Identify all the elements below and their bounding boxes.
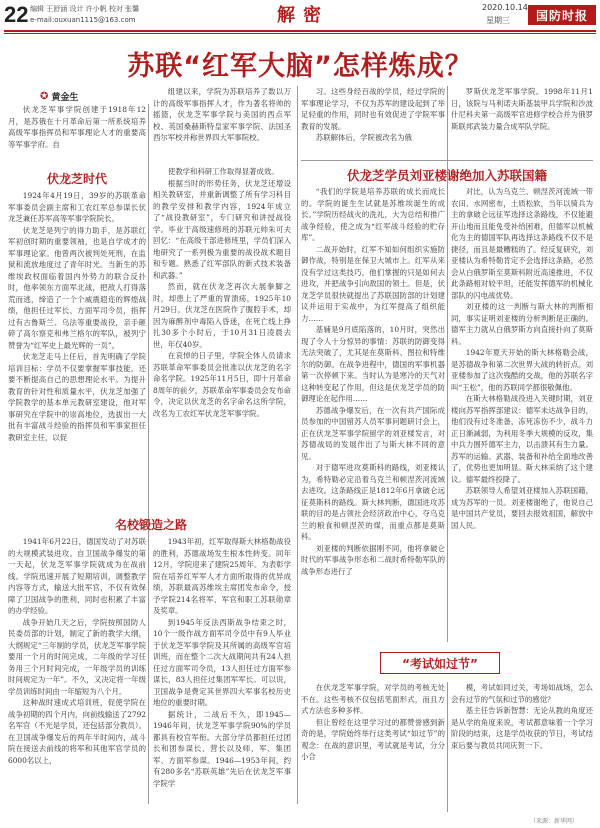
source-note: （来源：新华网） [530,818,579,825]
header-rule-thin [4,33,596,34]
editor-credits: 编辑 王舒涵 设计 许小帆 校对 张馨 [30,5,140,13]
subhead-liu-yalou: 伏龙芝学员刘亚楼谢绝加入苏联国籍 [346,168,547,183]
author-name: 黄金生 [51,93,79,103]
article-column-3a [301,86,445,162]
article-column-4a [451,86,593,162]
page-number: 22 [4,2,29,27]
star-icon: ✪ [40,91,49,102]
paragraph: 基主任告诉新智慧：无论从教的角度还是从学的角度来说，考试都意味着一个学习阶段的结束，这是学员收获的节日，考试结束后要与教员共同庆贺一下。 [451,706,593,750]
article-column-1a [8,104,146,162]
paragraph: 伏龙芝走马上任后，首先明确了学院培训目标：学员不仅要掌握军事技能，还要不断提高自己的思想理论水平。为提升教育的针对性和质量水平，伏龙芝加强了学院教学的基本单元教研室建设，他对军事研究在学院中的崇高地位，选拔出一大批有丰富战斗经验的指挥员和军事家担任教研室主任，以促 [8,352,146,442]
main-headline: 苏联“红军大脑”怎样炼成？ [127,51,473,82]
paragraph: 在斯大林格勒战役进入关键时期，刘亚楼向苏军指挥部建议：德军未达战争目的，他们没有过冬准备，冻死冻伤不少，战斗力正日渐减弱，为利用冬季大规模的反攻，集中兵力围歼德军主力，以击溃其有生力量。苏军的运输、武器、装备和补给全面地改善了，优势也更加明显。斯大林采纳了这个建议。德军最终投降了。 [451,394,593,484]
paragraph: 1924年4月19日，39岁的苏联革命军事委员会副主席和工农红军总参谋长伏龙芝兼任苏军高等军事学院院长。 [8,191,146,223]
paragraph: “我们的学院是培养苏联的成长而成长的。学院的诞生生试就是苏维埃诞生的成长。”学院历经战火的洗礼，大为总结和推广战争经验，使之成为“红军战斗经验的贮存库”。 [301,187,445,242]
paragraph: 到1945年反法西斯战争结束之时，10个一级作战方面军司令员中有9人毕业于伏龙芝军事学院及其所属的高级军官培训班，而在整个二次大战期间共有24人担任过方面军司令员，13人担任过方面军参谋长，83人担任过集团军军长。可以说，卫国战争是费定其世界四大军事名校历史地位的重要时期。 [153,617,291,707]
article-column-2a [153,86,291,162]
subhead-famous-school: 名校锻造之路 [114,518,187,532]
column-divider [447,186,448,642]
paragraph: 模，考试如同过关，考场如战场，怎么会有过节的气氛和过节的感觉？ [451,683,593,704]
paragraph: 习。这些身经百战的学员，经过学院的军事理论学习，不仅为苏军的建设起到了举足轻重的作用，同时也有效促进了学院军事教育的发展。 [301,87,445,131]
column-divider [148,104,149,804]
paragraph: 刘亚楼的判断依据刚不同，他将拿破仑时代的军事战争形态和二战时希特勒军队的战争形态进行了 [301,543,445,576]
article-column-2c [153,536,291,808]
paragraph: 组建以来，学院为苏联培养了数以万计的高级军事指挥人才，作为著名将帅的摇篮，伏龙芝军事学院与美国的西点军校、英国桑赫斯特皇家军事学院、法国圣西尔军校并称世界四大军事院校。 [153,87,291,142]
paragraph: 根据当时的形势任务，伏龙芝还增设相关教研室，并重新调整了所有学习科目的教学安排和教学内容，1924年成立了“战役教研室”，专门研究和讲授战役学。毕业于高级速修班的苏联元帅朱可夫回忆：“在高级干部进修班里，学员们深入地研究了一系列极为重要的战役战术题目和专题。熟悉了红军部队的新式技术装备和武器。” [153,178,291,280]
section-rule [301,160,593,161]
paragraph: 苏联领导人希望刘亚楼加入苏联国籍，成为苏军的一员。刘亚楼谢绝了，他说自己是中国共产党员，要回去报效祖国，解放中国人民。 [451,486,593,530]
editor-email: e-mail:ouxuan1115@163.com [30,16,136,24]
paragraph: 然而，就在伏龙芝再次大展拳脚之时，却患上了严重的胃溃疡，1925年10月29日，伏龙芝在医院作了腹腔手术，却因为麻醉剂中毒陷入昏迷，在死亡线上挣扎30多个小时后，于10月31日凌晨去世，年仅40岁。 [153,282,291,349]
paragraph: 1942年夏天开始的斯大林格勒会战，是苏德战争和第二次世界大战的转折点。刘亚楼参加了这次残酷的交战，他的苏联名字叫“王松”，他的苏联同学都很敬佩他。 [451,348,593,392]
paragraph: 苏联解体后，学院被改名为俄 [315,133,412,142]
paragraph: 对比，认为乌克兰、顿涅茨河流域一带农田、水网密布，土质松软，当年以骑兵为主的拿破仑远征军选择这条路线，不仅能避开山地而且能免受补给困难，但德军以机械化为主的德国军队再选择这条路线不仅不是捷径，而且是最糟糕的了。经反复研究，刘亚楼认为希特勒肯定不会选择这条路，必然会从白俄罗斯至莫斯科附近高速推进，不仅此条路相对较平坦，还能发挥德军的机械化部队的闪电战优势。 [451,187,593,300]
article-column-3b [301,186,445,642]
article-column-1c [8,536,146,808]
issue-weekday: 星期三 [486,16,510,25]
paragraph: 二战开始时，红军不知如何组织实施防御作战，特别是在保卫大城市上。红军从来没有学过这类技巧，他们掌握的只是如何去进攻，并把战争引向敌国的领土。但是，伏龙芝学员很快就提出了苏联国防部的计划建议并运用于实战中，为红军提高了组织能力…… [301,244,445,323]
paragraph: 对于德军进攻莫斯科的路线，刘亚楼认为，希特勒必定沿着乌克兰和顿涅茨河流域去进攻。这条路线正是1812年6月拿破仑远征莫斯科的路线。斯大林判断，德国进攻苏联的目的是占领社会经济政治中心，夺乌克兰的粮食和顿涅茨的煤，而重点都是莫斯科。 [301,463,445,541]
paragraph: 基辅是9月底陷落的，10月时，突然出现了令人十分惊异的事情：苏联的防御变得无法突破了，尤其是在莫斯科、图拉和特维尔的防御。在战争进程中，德国的军事机器第一次停顿下来。当时认为是寒冷的天气对这种转变起了作用，但这是伏龙芝学员的防御理论在起作用…… [301,325,445,403]
paragraph: 伏龙芝是列宁的得力助手，是苏联红军初创时期的重要领袖，也是自学成才的军事理论家。他曾两次被判处死刑，在监狱和流放地度过了青年时光。当新生的苏维埃政权面临着国内外势力的联合反扑时，他率领东方面军北战，把敌人打得落荒而逃，缔造了一个个威震遐迩的辉煌战绩，他担任过军长、方面军司令员，指挥过有古鲁斯兰、乌法等重要战役，亲手砸碎了高尔察克和弗兰格尔的军队，被列宁赞誉为“红军史上最光辉的一页”。 [8,225,146,350]
newspaper-logo: 国防时报 [528,5,596,25]
page-header [0,0,600,30]
paragraph: 伏龙芝军事学院创建于1918年12月，是苏俄在十月革命后第一所系统培养高级军事指挥员和军事理论人才的重要高等军事学府。自 [8,105,146,149]
subhead-exam: “考试如过节” [380,652,500,674]
article-column-1b [8,190,146,510]
column-divider [297,86,298,804]
paragraph: 苏德战争爆发后，在一次有共产国际成员参加的中国留苏人员军事问题研讨会上，正在伏龙芝军事学院留学的刘亚楼发言，对苏德战局的发展作出了与斯大林不同的意见。 [301,405,445,461]
paragraph: 在哀悼的日子里，学院全体人员请求苏联革命军事委员会批准以伏龙芝的名字命名学院。1925年11月5日，即十月革命8周年的前夕，苏联革命军事委员会发布命令，决定以伏龙芝的名字命名这所学院，改名为工农红军伏龙芝军事学院。 [153,351,291,418]
paragraph: 战争开始几天之后，学院按照国防人民委员部的计划，制定了新的教学大纲，大纲规定“三年制的学员，伏龙芝军事学院要用一个月的时间完成，二年级的学习任务用三个月时间完成，一年级学员的训练时间规定为一年”。不久，又决定将一年级学员训练时间由一年缩短为八个月。 [8,617,146,696]
subhead-frunze-era: 伏龙芝时代 [46,172,107,186]
paragraph: 这种战时速成式培训班，促使学院在战争初期的四个月内，向前线输送了2792名军官（不光是学员，还包括部分教员）。在卫国战争爆发后的两年半时间内，战斗院在接送去前线的将军和其他军官学员的6000名以上， [8,698,146,765]
article-column-4b [451,186,593,642]
header-rule [4,30,596,32]
paragraph: 使教学和科研工作取得显著成效。 [167,167,279,176]
paragraph: 1943年初，红军取得斯大林格勒战役的胜利，苏德战场发生根本性转变。同年12月，学院迎来了建院25周年。为表彰学院在培养红军军人才方面所取得的优异成绩，苏联最高苏维埃主席团发布命令，授予学院214名将军、军官和职工苏联勋章及奖章。 [153,537,291,615]
issue-date: 2020.10.14 [482,3,528,12]
paragraph: 刘亚楼的这一判断与斯大林的判断相同，事实证明刘亚楼的分析判断是正确的。德军主力就从白俄罗斯方向直接扑向了莫斯科。 [451,302,593,346]
paragraph: 据统计，二战后不久，即1945—1946年间，伏龙芝军事学院90%的学员都具有校官军衔。大部分学员都担任过团长和团参谋长、营长以及师、军、集团军、方面军参谋。1946—1953年间，约有280多名“苏联英雄”先后在伏龙芝军事学院学 [153,709,291,788]
paragraph: 但让曾经在这里学习过的都赞誉感到新奇的是，学院始终举行这类考试“如过节”的观念：在战的意识里，考试就是考试，分分小合 [301,717,445,761]
article-column-4c [451,682,593,812]
column-divider [447,682,448,812]
article-column-3c [301,682,445,812]
paragraph: 在伏龙芝军事学院，对学员的考核无处不在。这些考核不仅包括笔面形式，而且方式方法也多种多样。 [301,683,445,715]
paragraph: 罗斯伏龙芝军事学院。1998年11月1日，该院与马利诺夫斯基装甲兵学院和沙波什尼科夫第一高级军官进修学校合并为俄罗斯联邦武装力量合成军队学院。 [451,87,593,131]
byline [40,90,78,103]
paragraph: 1941年6月22日，德国发动了对苏联的大规模武装进攻。自卫国战争爆发的第一天起，伏龙芝军事学院就成为在战前线。学院迅速开展了短期培训，调整教学内容等方式，输送大批军官，不仅有效保障了卫国战争的胜利，同时也积累了丰富的办学经验。 [8,537,146,615]
section-tag: 解密 [277,5,329,26]
article-column-2b [153,166,291,510]
